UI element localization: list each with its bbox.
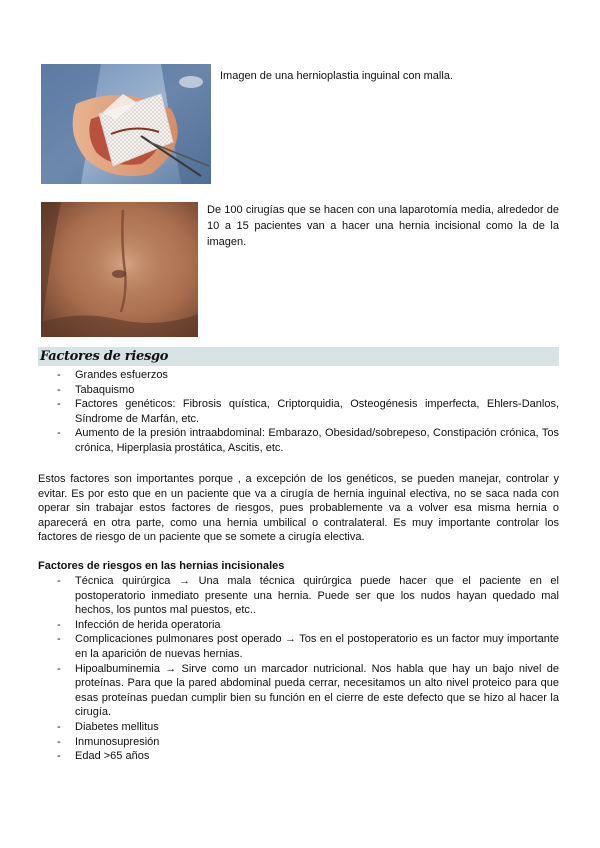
list-item: - Inmunosupresión bbox=[38, 735, 559, 750]
list-item: - Hipoalbuminemia → Sirve como un marcador nutricional. Nos habla que hay un bajo nivel de proteínas. Para que la pared abdominal pueda cerrar, necesitamos un alto nivel proteico para que esas proteínas puedan cumplir bien su función en el cierre de este defecto que se hizo al hacer la cirugía. bbox=[38, 662, 559, 720]
hernioplasty-illustration bbox=[41, 64, 211, 184]
figure2-caption: De 100 cirugías que se hacen con una laparotomía media, alrededor de 10 a 15 pacientes van a hacer una hernia incisional como la de la imagen. bbox=[207, 204, 559, 248]
list-item: - Tabaquismo bbox=[38, 383, 559, 398]
list-item: - Factores genéticos: Fibrosis quística, Criptorquidia, Osteogénesis imperfecta, Ehlers-Danlos, Síndrome de Marfán, etc. bbox=[38, 397, 559, 426]
risk-factors-paragraph: Estos factores son importantes porque , a excepción de los genéticos, se pueden manejar, controlar y evitar. Es por esto que en un paciente que va a cirugía de hernia inguinal electiva, no se saca nada con operar sin trabajar estos factores de riesgos, pues probablemente va a volver esa misma hernia o aparecerá en otra parte, como una hernia umbilical o contralateral. Es muy importante controlar los factores de riesgo de un paciente que se somete a cirugía electiva. bbox=[38, 473, 559, 544]
list-item: - Complicaciones pulmonares post operado → Tos en el postoperatorio es un factor muy importante en la aparición de nuevas hernias. bbox=[38, 632, 559, 661]
incisional-risk-heading: Factores de riesgos en las hernias incisionales bbox=[38, 560, 285, 572]
figure1-caption: Imagen de una hernioplastia inguinal con malla. bbox=[220, 70, 453, 82]
list-item: - Grandes esfuerzos bbox=[38, 368, 559, 383]
risk-factors-heading: Factores de riesgo bbox=[38, 347, 559, 366]
list-item: - Infección de herida operatoria bbox=[38, 618, 559, 633]
incisional-risk-list bbox=[38, 574, 559, 764]
list-item: - Edad >65 años bbox=[38, 749, 559, 764]
list-item: - Aumento de la presión intraabdominal: Embarazo, Obesidad/sobrepeso, Constipación crónica, Tos crónica, Hiperplasia prostática, Ascitis, etc. bbox=[38, 426, 559, 455]
risk-factors-list bbox=[38, 368, 559, 456]
list-item: - Diabetes mellitus bbox=[38, 720, 559, 735]
incisional-hernia-photo bbox=[41, 202, 198, 337]
list-item: - Técnica quirúrgica → Una mala técnica quirúrgica puede hacer que el paciente en el postoperatorio inmediato presente una hernia. Puede ser que los nudos hayan quedado mal hechos, los puntos mal puestos, etc.. bbox=[38, 574, 559, 618]
